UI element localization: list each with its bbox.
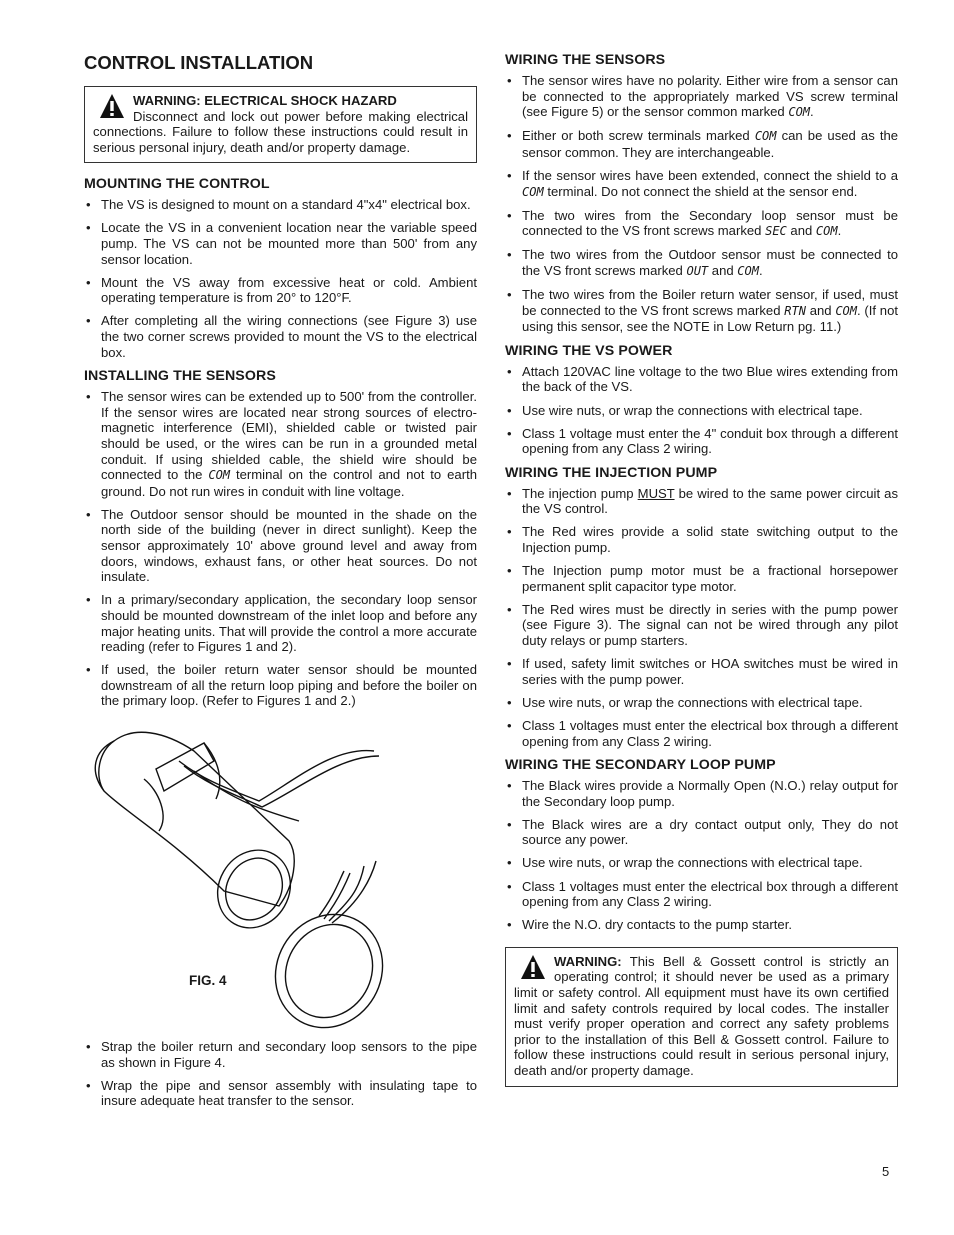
com-term: COM bbox=[835, 303, 858, 318]
wiring-sensors-heading: WIRING THE SENSORS bbox=[505, 52, 666, 68]
list-item: • The Black wires provide a Normally Open (N.O.) relay output for the Secondary loop pump. bbox=[505, 778, 898, 809]
text: and bbox=[711, 262, 734, 278]
shock-warning-body: Disconnect and lock out power before making electrical connections. Failure to follow these instructions could result in serious personal injury, death and/or property damage. bbox=[93, 108, 468, 155]
com-term: COM bbox=[754, 129, 777, 144]
warning-triangle-icon bbox=[99, 93, 125, 119]
list-item: • The Red wires provide a solid state switching output to the Injection pump. bbox=[505, 524, 898, 555]
wiring-injection-heading: WIRING THE INJECTION PUMP bbox=[505, 464, 718, 481]
list-item: • Class 1 voltages must enter the electrical box through a different opening from any Class 2 wiring. bbox=[505, 879, 898, 910]
list-item: • The Red wires must be directly in series with the pump power (see Figure 3). The signal can not be wired through any pilot duty relays or pump starters. bbox=[505, 602, 898, 649]
list-item bbox=[505, 247, 898, 279]
installing-list bbox=[84, 389, 477, 709]
page-title: CONTROL INSTALLATION bbox=[84, 52, 314, 73]
text: The sensor wires can be extended up to 500' from the controller. If the sensor wires are located near strong sources of electro-magnetic interference (EMI), shielded cable or twisted pair should be used, or the wires can be run in a grounded metal conduit. If using shielded cable, the shield wire should be connected to the bbox=[101, 389, 477, 483]
com-term: COM bbox=[788, 105, 811, 120]
list-item: • Attach 120VAC line voltage to the two Blue wires extending from the back of the VS. bbox=[505, 364, 898, 395]
com-term: COM bbox=[522, 184, 544, 199]
out-term: OUT bbox=[686, 263, 709, 278]
list-item: • Class 1 voltages must enter the electrical box through a different opening from any Class 2 wiring. bbox=[505, 718, 898, 749]
list-item: • The Outdoor sensor should be mounted in the shade on the north side of the building (never in direct sunlight). Keep the sensor approximately 10' above ground level and away from doors, windows, exhaust fans, or other heat sources. Do not insulate. bbox=[84, 507, 477, 585]
shock-warning-heading: WARNING: ELECTRICAL SHOCK HAZARD bbox=[133, 93, 397, 108]
after-figure-list bbox=[84, 1039, 477, 1109]
list-item bbox=[505, 73, 898, 121]
list-item: • In a primary/secondary application, the secondary loop sensor should be mounted downstream of the inlet loop and before any major heating units. That will provide the control a more accurate reading (refer to Figures 1 and 2). bbox=[84, 592, 477, 654]
wiring-secondary-heading: WIRING THE SECONDARY LOOP PUMP bbox=[505, 757, 776, 774]
list-item: • Class 1 voltage must enter the 4" conduit box through a different opening from any Class 2 wiring. bbox=[505, 426, 898, 457]
list-item: • Strap the boiler return and secondary loop sensors to the pipe as shown in Figure 4. bbox=[84, 1039, 477, 1070]
list-item bbox=[84, 389, 477, 499]
list-item bbox=[505, 287, 898, 335]
list-item: • Wrap the pipe and sensor assembly with insulating tape to insure adequate heat transfer to the sensor. bbox=[84, 1078, 477, 1109]
text: The two wires from the Outdoor sensor must be connected to the VS front screws marked bbox=[522, 247, 898, 278]
list-item: • Wire the N.O. dry contacts to the pump starter. bbox=[505, 917, 898, 933]
list-item: • Use wire nuts, or wrap the connections with electrical tape. bbox=[505, 403, 898, 419]
text: . (If not using this sensor, see the NOTE in Low Return pg. 11.) bbox=[522, 302, 899, 335]
list-item: • After completing all the wiring connections (see Figure 3) use the two corner screws provided to mount the VS to the electrical box. bbox=[84, 313, 477, 360]
pipe-sensor-illustration bbox=[84, 721, 477, 1031]
list-item: • Use wire nuts, or wrap the connections with electrical tape. bbox=[505, 695, 898, 711]
wiring-sensors-list bbox=[505, 73, 898, 335]
com-term: COM bbox=[208, 468, 231, 483]
mounting-heading: MOUNTING THE CONTROL bbox=[84, 176, 270, 193]
left-column bbox=[84, 52, 477, 1117]
text: and bbox=[790, 223, 813, 239]
right-column bbox=[505, 52, 898, 1100]
wiring-power-list bbox=[505, 364, 898, 457]
shock-warning-box bbox=[84, 86, 477, 163]
control-warning-box bbox=[505, 947, 898, 1087]
text: . bbox=[837, 223, 842, 239]
list-item bbox=[505, 128, 898, 160]
list-item: • The Injection pump motor must be a fractional horsepower permanent split capacitor type motor. bbox=[505, 563, 898, 594]
com-term: COM bbox=[815, 224, 838, 239]
text: and bbox=[809, 302, 832, 318]
text: can be used as the sensor common. They are interchangeable. bbox=[522, 128, 899, 160]
sec-term: SEC bbox=[765, 224, 787, 239]
list-item: • If used, the boiler return water sensor should be mounted downstream of all the return loop piping and before the boiler on the primary loop. (Refer to Figures 1 and 2.) bbox=[84, 662, 477, 709]
list-item: • If used, safety limit switches or HOA switches must be wired in series with the pump power. bbox=[505, 656, 898, 687]
list-item: • Use wire nuts, or wrap the connections with electrical tape. bbox=[505, 855, 898, 871]
text: . bbox=[810, 104, 814, 120]
rtn-term: RTN bbox=[784, 303, 806, 318]
figure-4 bbox=[84, 721, 477, 1031]
warning-triangle-icon bbox=[520, 954, 546, 980]
mounting-list bbox=[84, 197, 477, 360]
text: The injection pump bbox=[522, 485, 634, 501]
list-item: • The Black wires are a dry contact output only, They do not source any power. bbox=[505, 817, 898, 848]
text: be wired to the same power circuit as the VS control. bbox=[522, 485, 899, 517]
text: terminal on the control and not to earth ground. Do not run wires in conduit with line voltage. bbox=[101, 467, 477, 499]
text: Either or both screw terminals marked bbox=[522, 128, 750, 144]
page-number: 5 bbox=[882, 1164, 890, 1179]
wiring-injection-list bbox=[505, 486, 898, 749]
list-item bbox=[505, 168, 898, 200]
must-emphasis: MUST bbox=[637, 485, 675, 501]
control-warning-label: WARNING: bbox=[554, 953, 622, 969]
list-item: • Mount the VS away from excessive heat or cold. Ambient operating temperature is from 20° to 120°F. bbox=[84, 275, 477, 306]
com-term: COM bbox=[737, 263, 759, 278]
figure-label: FIG. 4 bbox=[189, 973, 227, 988]
text: The sensor wires have no polarity. Either wire from a sensor can be connected to the appropriately marked VS screw terminal (see Figure 5) or the sensor common marked bbox=[522, 73, 898, 120]
list-item: • The VS is designed to mount on a standard 4"x4" electrical box. bbox=[84, 197, 477, 213]
text: terminal. Do not connect the shield at the sensor end. bbox=[547, 183, 858, 199]
list-item bbox=[505, 486, 898, 517]
wiring-power-heading: WIRING THE VS POWER bbox=[505, 342, 673, 359]
list-item: • Locate the VS in a convenient location near the variable speed pump. The VS can not be mounted more than 500' from any sensor location. bbox=[84, 220, 477, 267]
wiring-secondary-list bbox=[505, 778, 898, 933]
control-warning-body: This Bell & Gossett control is strictly an operating control; it should never be used as a primary limit or safety control. All equipment must have its own certified limit and safety controls required by local codes. The installer must verify proper operation and correct any safety problems prior to the installation of this Bell & Gossett control. Failure to follow these instructions could result in serious personal injury, death and/or property damage. bbox=[514, 953, 889, 1078]
installing-heading: INSTALLING THE SENSORS bbox=[84, 368, 276, 385]
text: The two wires from the Secondary loop sensor must be connected to the VS front screws marked bbox=[522, 207, 898, 239]
text: If the sensor wires have been extended, connect the shield to a bbox=[522, 167, 898, 183]
text: The two wires from the Boiler return water sensor, if used, must be connected to the VS front screws marked bbox=[522, 287, 898, 318]
list-item bbox=[505, 208, 898, 240]
text: . bbox=[758, 262, 763, 278]
